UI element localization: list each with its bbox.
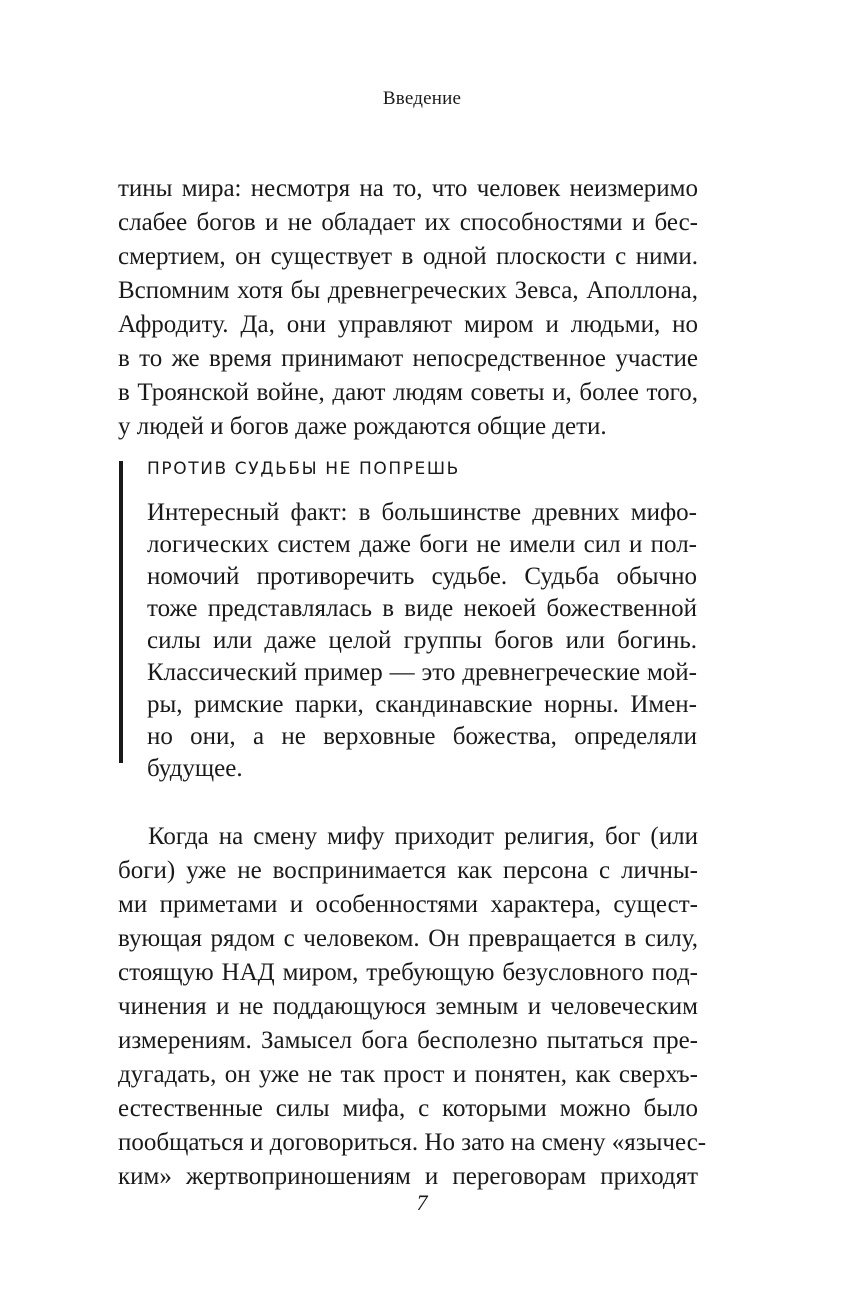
- sidebar-text-line: но они, а не верховные божества, определяли: [147, 723, 697, 750]
- sidebar-text-line: номочий противоречить судьбе. Судьба обычно: [147, 563, 697, 590]
- text-line: измерениям. Замысел бога бесполезно пытаться пре-: [118, 1027, 698, 1054]
- text-line: в то же время принимают непосредственное участие: [118, 345, 698, 372]
- text-line: стоящую НАД миром, требующую безусловного под-: [118, 959, 698, 986]
- text-line: Вспомним хотя бы древнегреческих Зевса, Аполлона,: [118, 277, 698, 304]
- sidebar-heading: ПРОТИВ СУДЬБЫ НЕ ПОПРЕШЬ: [147, 459, 460, 479]
- running-head: Введение: [382, 88, 462, 109]
- text-line: естественные силы мифа, с которыми можно было: [118, 1095, 698, 1122]
- text-line: слабее богов и не обладает их способностями и бес-: [118, 209, 698, 236]
- text-line: у людей и богов даже рождаются общие дети.: [118, 413, 607, 440]
- text-line: дугадать, он уже не так прост и понятен, как сверхъ-: [118, 1061, 698, 1088]
- sidebar-text-line: Интересный факт: в большинстве древних мифо-: [147, 499, 697, 526]
- text-line: тины мира: несмотря на то, что человек неизмеримо: [118, 175, 698, 202]
- sidebar-text-line: Классический пример — это древнегреческие мой-: [147, 659, 697, 686]
- text-line: ми приметами и особенностями характера, сущест-: [118, 891, 698, 918]
- text-line: пообщаться и договориться. Но зато на смену «язычес-: [118, 1129, 707, 1156]
- text-line: Афродиту. Да, они управляют миром и людьми, но: [118, 311, 698, 338]
- text-line: боги) уже не воспринимается как персона с личны-: [118, 857, 698, 884]
- sidebar-text-line: логических систем даже боги не имели сил и пол-: [147, 531, 697, 558]
- sidebar-text-line: силы или даже целой группы богов или богинь.: [147, 627, 697, 654]
- page-number: 7: [416, 1190, 428, 1215]
- text-line: чинения и не поддающуюся земным и человеческим: [118, 993, 698, 1020]
- sidebar-rule: [119, 461, 123, 763]
- text-line: в Троянской войне, дают людям советы и, более того,: [118, 379, 698, 406]
- text-line: Когда на смену мифу приходит религия, бог (или: [148, 823, 698, 850]
- sidebar-text-line: ры, римские парки, скандинавские норны. Имен-: [147, 691, 697, 718]
- text-line: ким» жертвоприношениям и переговорам приходят: [118, 1163, 698, 1190]
- sidebar-text-line: тоже представлялась в виде некоей божественной: [147, 595, 697, 622]
- text-line: смертием, он существует в одной плоскости с ними.: [118, 243, 698, 270]
- sidebar-text-line: будущее.: [147, 755, 243, 782]
- text-line: вующая рядом с человеком. Он превращается в силу,: [118, 925, 698, 952]
